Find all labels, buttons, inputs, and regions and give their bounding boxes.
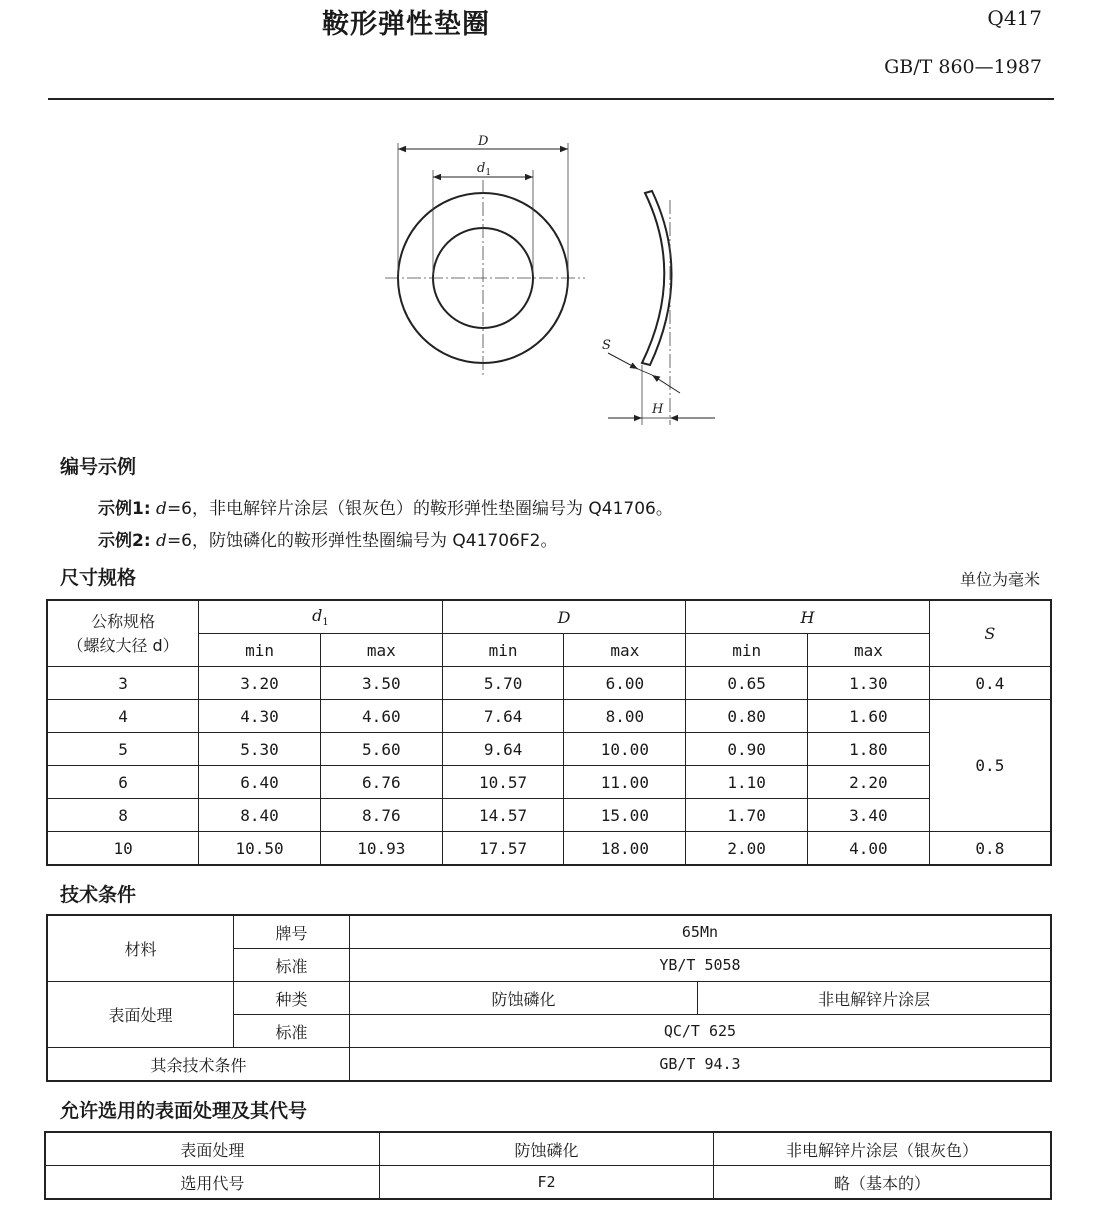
example-2-label: 示例2:	[98, 531, 151, 551]
cell-d1-max: 4.60	[320, 700, 442, 733]
header-S: S	[929, 600, 1051, 667]
cell-d1-max: 6.76	[320, 766, 442, 799]
side-profile	[642, 191, 672, 365]
cell-H-max: 1.60	[808, 700, 930, 733]
cell-H-min: 0.90	[686, 733, 808, 766]
example-1-text: =6，非电解锌片涂层（银灰色）的鞍形弹性垫圈编号为 Q41706。	[166, 499, 673, 519]
cell-D-min: 7.64	[442, 700, 564, 733]
material-standard-value: YB/T 5058	[349, 949, 1051, 982]
header-max: max	[564, 634, 686, 667]
option-code-1: F2	[379, 1166, 713, 1200]
cell-H-min: 1.70	[686, 799, 808, 832]
cell-D-max: 11.00	[564, 766, 686, 799]
label-H: H	[652, 402, 664, 417]
surface-option-1: 防蚀磷化	[379, 1132, 713, 1166]
option-code-label: 选用代号	[45, 1166, 379, 1200]
cell-D-max: 6.00	[564, 667, 686, 700]
other-conditions-label: 其余技术条件	[47, 1048, 349, 1082]
surface-standard-value: QC/T 625	[349, 1015, 1051, 1048]
label-d1: $d_1$	[477, 161, 492, 178]
table-row	[47, 733, 1051, 766]
grade-label: 牌号	[234, 915, 350, 949]
cell-d1-max: 10.93	[320, 832, 442, 866]
surface-label: 表面处理	[47, 982, 234, 1048]
option-code-2: 略（基本的）	[714, 1166, 1051, 1200]
unit-note: 单位为毫米	[959, 570, 1040, 589]
cell-d: 5	[47, 733, 199, 766]
cell-d: 6	[47, 766, 199, 799]
doc-code: Q417	[987, 6, 1042, 30]
material-label: 材料	[47, 915, 234, 982]
cell-d1-min: 3.20	[199, 667, 321, 700]
cell-d1-max: 3.50	[320, 667, 442, 700]
cell-d1-min: 6.40	[199, 766, 321, 799]
kind-label: 种类	[234, 982, 350, 1015]
numbering-heading: 编号示例	[60, 456, 137, 478]
cell-D-max: 8.00	[564, 700, 686, 733]
header-H: H	[686, 600, 930, 634]
options-heading: 允许选用的表面处理及其代号	[60, 1100, 308, 1122]
cell-S: 0.5	[929, 700, 1051, 832]
standard-number: GB/T 860—1987	[884, 56, 1042, 78]
header-min: min	[442, 634, 564, 667]
washer-drawing	[380, 125, 740, 435]
cell-D-min: 17.57	[442, 832, 564, 866]
header-rule	[48, 98, 1054, 100]
example-2	[98, 526, 557, 551]
cell-H-max: 4.00	[808, 832, 930, 866]
page-title: 鞍形弹性垫圈	[322, 9, 490, 40]
surface-treatment-label: 表面处理	[45, 1132, 379, 1166]
cell-d: 3	[47, 667, 199, 700]
cell-H-max: 1.30	[808, 667, 930, 700]
cell-D-min: 14.57	[442, 799, 564, 832]
cell-D-max: 10.00	[564, 733, 686, 766]
table-row	[47, 799, 1051, 832]
header-min: min	[686, 634, 808, 667]
cell-D-min: 9.64	[442, 733, 564, 766]
cell-d: 10	[47, 832, 199, 866]
header-max: max	[320, 634, 442, 667]
header-D: D	[442, 600, 686, 634]
table-row	[47, 766, 1051, 799]
label-D: D	[478, 134, 489, 149]
example-2-var: d	[156, 531, 167, 551]
other-conditions-value: GB/T 94.3	[349, 1048, 1051, 1082]
label-S: S	[602, 338, 611, 353]
surface-option-2: 非电解锌片涂层（银灰色）	[714, 1132, 1051, 1166]
table-row	[47, 832, 1051, 866]
cell-H-min: 0.65	[686, 667, 808, 700]
dimension-table	[46, 599, 1052, 866]
cell-H-max: 2.20	[808, 766, 930, 799]
cell-S: 0.8	[929, 832, 1051, 866]
cell-H-min: 0.80	[686, 700, 808, 733]
technical-heading: 技术条件	[60, 884, 137, 906]
surface-standard-label: 标准	[234, 1015, 350, 1048]
header-d1: $d_1$	[199, 600, 443, 634]
material-standard-label: 标准	[234, 949, 350, 982]
dimensions-heading: 尺寸规格	[60, 567, 137, 589]
header-nominal: 公称规格 （螺纹大径 d）	[47, 600, 199, 667]
cell-d1-min: 8.40	[199, 799, 321, 832]
example-1-var: d	[156, 499, 167, 519]
cell-d1-min: 4.30	[199, 700, 321, 733]
grade-value: 65Mn	[349, 915, 1051, 949]
cell-S: 0.4	[929, 667, 1051, 700]
header-min: min	[199, 634, 321, 667]
example-1-label: 示例1:	[98, 499, 151, 519]
cell-d1-min: 5.30	[199, 733, 321, 766]
cell-H-min: 2.00	[686, 832, 808, 866]
cell-d: 4	[47, 700, 199, 733]
header-max: max	[808, 634, 930, 667]
cell-d: 8	[47, 799, 199, 832]
table-row	[47, 667, 1051, 700]
options-table	[44, 1131, 1052, 1200]
cell-D-max: 18.00	[564, 832, 686, 866]
cell-d1-min: 10.50	[199, 832, 321, 866]
table-row	[47, 700, 1051, 733]
kind-value-1: 防蚀磷化	[349, 982, 697, 1015]
cell-D-min: 5.70	[442, 667, 564, 700]
cell-H-max: 3.40	[808, 799, 930, 832]
cell-D-max: 15.00	[564, 799, 686, 832]
cell-d1-max: 8.76	[320, 799, 442, 832]
cell-d1-max: 5.60	[320, 733, 442, 766]
cell-H-min: 1.10	[686, 766, 808, 799]
cell-H-max: 1.80	[808, 733, 930, 766]
technical-table	[46, 914, 1052, 1082]
cell-D-min: 10.57	[442, 766, 564, 799]
kind-value-2: 非电解锌片涂层	[698, 982, 1051, 1015]
example-1	[98, 494, 673, 519]
example-2-text: =6，防蚀磷化的鞍形弹性垫圈编号为 Q41706F2。	[166, 531, 558, 551]
